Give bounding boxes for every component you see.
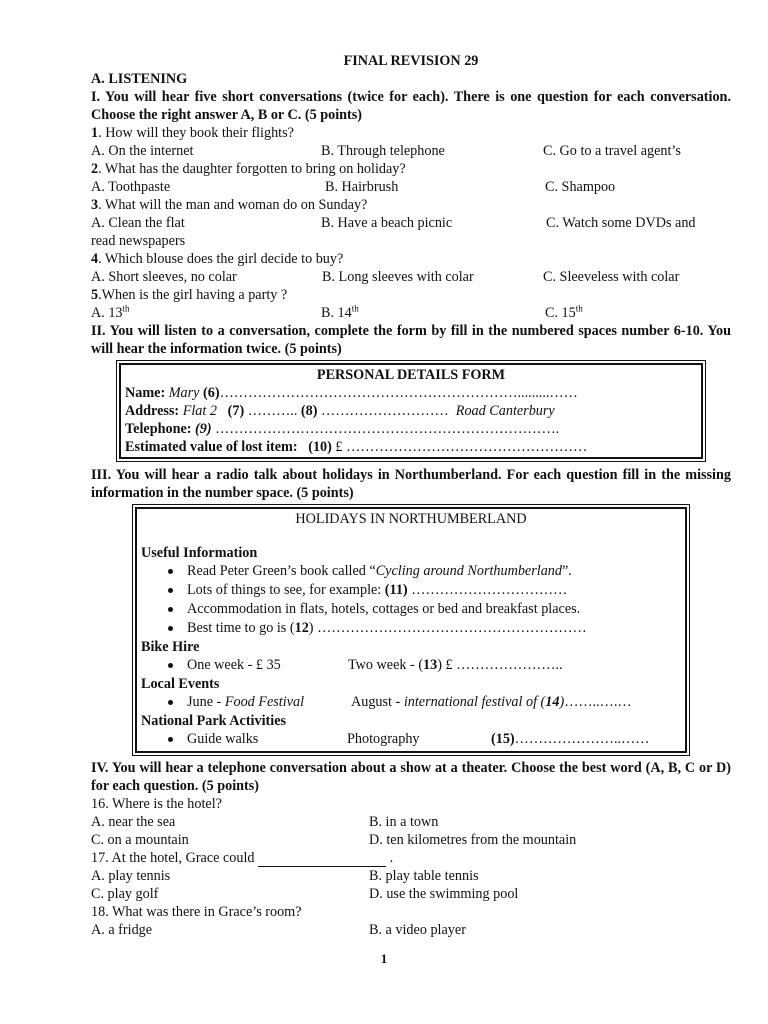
option-c[interactable]: C. Sleeveless with colar xyxy=(543,269,680,285)
answer-blank-14[interactable]: ……..….… xyxy=(564,694,632,710)
local-events-heading: Local Events xyxy=(141,676,220,692)
bike-hire-heading: Bike Hire xyxy=(141,639,200,655)
question-16-options-ab xyxy=(91,813,731,831)
option-c[interactable]: C. Watch some DVDs and xyxy=(546,215,696,231)
address-answer-blank-7[interactable]: ……….. xyxy=(247,403,298,419)
answer-blank-13[interactable]: ………………….. xyxy=(456,657,563,673)
question-3-options xyxy=(91,214,731,232)
option-d[interactable]: D. use the swimming pool xyxy=(369,886,519,902)
form-telephone-row: Telephone: (9) ………………………………………………………………. xyxy=(125,421,560,437)
question-18: 18. What was there in Grace’s room? xyxy=(91,904,302,920)
answer-blank-15[interactable]: …………………..…… xyxy=(514,731,650,747)
question-3: 3. What will the man and woman do on Sunday? xyxy=(91,197,368,213)
worksheet-page xyxy=(91,52,731,939)
question-17-options-ab xyxy=(91,867,731,885)
option-b[interactable]: B. Through telephone xyxy=(321,143,445,159)
question-16-options-cd xyxy=(91,831,731,849)
option-c[interactable]: C. play golf xyxy=(91,886,159,902)
option-b[interactable]: B. Long sleeves with colar xyxy=(322,269,474,285)
option-b[interactable]: B. 14th xyxy=(321,303,359,321)
useful-item-1: Read Peter Green’s book called “Cycling around Northumberland”. xyxy=(141,562,681,581)
question-5-options xyxy=(91,304,731,322)
option-a[interactable]: A. near the sea xyxy=(91,814,176,830)
page-number: 1 xyxy=(380,951,388,966)
option-b[interactable]: B. play table tennis xyxy=(369,868,479,884)
answer-blank-11[interactable]: …………………………… xyxy=(411,582,568,598)
option-c[interactable]: C. on a mountain xyxy=(91,832,189,848)
bike-hire-item: One week - £ 35 Two week - (13) £ ………………….. xyxy=(141,656,681,675)
option-a[interactable]: A. Toothpaste xyxy=(91,179,171,195)
option-c[interactable]: C. Go to a travel agent’s xyxy=(543,143,681,159)
option-a[interactable]: A. Clean the flat xyxy=(91,215,185,231)
form-address-row: Address: Flat 2 (7) ……….. (8) ……………………… Road Canterbury xyxy=(125,403,555,419)
question-1-options xyxy=(91,142,731,160)
question-18-options-ab xyxy=(91,921,731,939)
personal-details-form xyxy=(116,360,706,462)
local-events-item: June - Food Festival August - international festival of (14)……..….… xyxy=(141,693,681,712)
part2-instruction: II. You will listen to a conversation, complete the form by fill in the numbered spaces number 6-10. You will hear the information twice. (5 points) xyxy=(91,323,731,357)
holidays-box xyxy=(132,504,690,756)
part4-instruction: IV. You will hear a telephone conversation about a show at a theater. Choose the best word (A, B, C or D) for each question. (5 points) xyxy=(91,760,731,794)
part1-instruction: I. You will hear five short conversations (twice for each). There is one question for each conversation. Choose the right answer A, B or C. (5 points) xyxy=(91,89,731,123)
name-answer-blank[interactable]: ……………………………………………………….........…… xyxy=(219,385,578,401)
section-listening-heading: A. LISTENING xyxy=(91,71,188,87)
option-d[interactable]: D. ten kilometres from the mountain xyxy=(369,832,577,848)
option-b[interactable]: B. Have a beach picnic xyxy=(321,215,453,231)
option-a[interactable]: A. On the internet xyxy=(91,143,194,159)
question-2-options xyxy=(91,178,731,196)
address-answer-blank-8[interactable]: ……………………… xyxy=(321,403,449,419)
option-a[interactable]: A. Short sleeves, no colar xyxy=(91,269,237,285)
option-a[interactable]: A. play tennis xyxy=(91,868,171,884)
option-c[interactable]: C. Shampoo xyxy=(545,179,616,195)
useful-info-heading: Useful Information xyxy=(141,545,258,561)
option-b[interactable]: B. in a town xyxy=(369,814,439,830)
form-title: PERSONAL DETAILS FORM xyxy=(316,367,506,383)
question-4-options xyxy=(91,268,731,286)
question-17: 17. At the hotel, Grace could . xyxy=(91,850,394,866)
useful-item-2: Lots of things to see, for example: (11) …………………………… xyxy=(141,581,681,600)
part3-instruction: III. You will hear a radio talk about holidays in Northumberland. For each question fill in the missing information in the number space. (5 points) xyxy=(91,467,731,501)
form-name-row: Name: Mary (6)……………………………………………………….........…… xyxy=(125,385,578,401)
useful-item-3: Accommodation in flats, hotels, cottages or bed and breakfast places. xyxy=(141,600,681,619)
answer-blank-17[interactable] xyxy=(258,852,386,867)
option-a[interactable]: A. 13th xyxy=(91,303,130,321)
holidays-box-title: HOLIDAYS IN NORTHUMBERLAND xyxy=(295,511,527,527)
question-4: 4. Which blouse does the girl decide to buy? xyxy=(91,251,344,267)
option-a[interactable]: A. a fridge xyxy=(91,922,153,938)
option-c[interactable]: C. 15th xyxy=(545,303,583,321)
question-2: 2. What has the daughter forgotten to bring on holiday? xyxy=(91,161,406,177)
question-17-options-cd xyxy=(91,885,731,903)
option-b[interactable]: B. a video player xyxy=(369,922,466,938)
park-activities-heading: National Park Activities xyxy=(141,713,287,729)
lost-item-answer-blank[interactable]: …………………………………………… xyxy=(346,439,588,455)
useful-item-4: Best time to go is (12) ………………………………………………… xyxy=(141,619,681,638)
park-activities-item: Guide walks Photography (15)…………………..…… xyxy=(141,730,681,749)
answer-blank-12[interactable]: ………………………………………………… xyxy=(317,620,587,636)
question-5: 5.When is the girl having a party ? xyxy=(91,287,288,303)
form-lost-item-row: Estimated value of lost item: (10) £ …………………………………………… xyxy=(125,439,588,455)
question-3-option-c-continued: read newspapers xyxy=(91,233,186,249)
telephone-answer-blank[interactable]: ………………………………………………………………. xyxy=(215,421,560,437)
option-b[interactable]: B. Hairbrush xyxy=(325,179,399,195)
question-16: 16. Where is the hotel? xyxy=(91,796,222,812)
question-1: 1. How will they book their flights? xyxy=(91,125,294,141)
page-title: FINAL REVISION 29 xyxy=(343,53,479,69)
